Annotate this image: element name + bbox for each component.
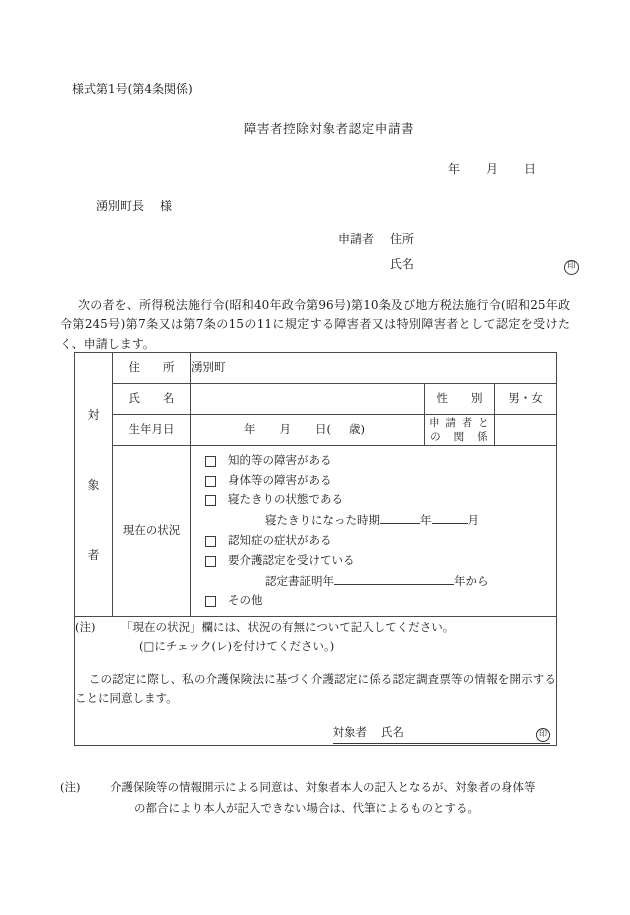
label-current-status: 現在の状況 xyxy=(113,446,191,617)
side-label-char-3: 者 xyxy=(87,547,100,562)
bedridden-year-blank[interactable] xyxy=(380,510,420,524)
birthdate-age-label: 歳) xyxy=(348,422,365,437)
status-item-care-certified[interactable] xyxy=(205,551,556,571)
status-item-dementia[interactable] xyxy=(205,531,556,551)
note-line-1 xyxy=(75,618,556,636)
bedridden-period-label: 寝たきりになった時期 xyxy=(265,513,380,528)
subject-information-table xyxy=(74,352,557,746)
form-number: 様式第1号(第4条関係) xyxy=(72,82,193,96)
value-name[interactable] xyxy=(191,384,425,415)
addressee-honorific: 様 xyxy=(160,199,173,213)
birthdate-month-label: 月 xyxy=(279,422,291,437)
note-text-1: 「現在の状況」欄には、状況の有無について記入してください。 xyxy=(121,620,455,635)
signature-row xyxy=(75,724,556,744)
intro-paragraph: 次の者を、所得税法施行令(昭和40年政令第96号)第10条及び地方税法施行令(昭和25年政令第245号)第7条又は第7条の15の11に規定する障害者又は特別障害者として認定を受けたく、申請します。 xyxy=(60,298,570,351)
side-label-subject xyxy=(75,353,113,617)
checkbox-icon[interactable] xyxy=(205,556,216,567)
date-month-label: 月 xyxy=(485,162,498,176)
label-name: 氏 名 xyxy=(113,384,191,415)
status-checkbox-list xyxy=(191,451,556,611)
footer-note-text-1: 介護保険等の情報開示による同意は、対象者本人の記入となるが、対象者の身体等 xyxy=(110,780,536,794)
note-marker: (注) xyxy=(75,620,96,635)
certification-suffix: 年から xyxy=(454,573,489,588)
checkbox-icon[interactable] xyxy=(205,456,216,467)
signature-line[interactable] xyxy=(333,724,551,744)
footer-note-text-2: の都合により本人が記入できない場合は、代筆によるものとする。 xyxy=(134,800,479,815)
signature-subject-label: 対象者 xyxy=(332,724,367,739)
value-current-status xyxy=(191,446,557,617)
certification-year-subline xyxy=(205,571,556,592)
value-birthdate[interactable] xyxy=(191,415,425,446)
applicant-block xyxy=(338,230,579,275)
seal-stamp-icon: 印 xyxy=(564,260,579,275)
status-item-label: 要介護認定を受けている xyxy=(228,552,355,567)
applicant-name-label: 氏名 xyxy=(390,257,415,271)
status-item-label: 認知症の症状がある xyxy=(228,533,332,547)
certification-label: 認定書証明年 xyxy=(265,573,334,588)
bedridden-year-unit: 年 xyxy=(420,513,432,528)
bedridden-month-blank[interactable] xyxy=(432,510,468,524)
note-text-2: (□にチェック(レ)を付けてください。) xyxy=(139,638,335,653)
value-relation[interactable] xyxy=(494,415,556,446)
status-item-label: 身体等の障害がある xyxy=(228,472,332,487)
status-item-label: 知的等の障害がある xyxy=(228,452,332,467)
label-relation xyxy=(424,415,494,446)
bedridden-period-subline xyxy=(205,510,556,531)
notes-cell xyxy=(75,617,557,746)
checkbox-icon[interactable] xyxy=(205,536,216,547)
checkbox-icon[interactable] xyxy=(205,476,216,487)
table-row-notes xyxy=(75,617,557,746)
checkbox-icon[interactable] xyxy=(205,495,216,506)
date-line xyxy=(448,160,536,178)
footer-note xyxy=(60,778,572,817)
value-address[interactable]: 湧別町 xyxy=(191,353,557,384)
checkbox-icon[interactable] xyxy=(205,596,216,607)
side-label-char-1: 対 xyxy=(87,407,100,422)
table-row-status xyxy=(75,446,557,617)
birthdate-year-label: 年 xyxy=(243,422,256,437)
applicant-heading: 申請者 xyxy=(338,232,375,246)
applicant-name-row xyxy=(338,255,579,275)
status-item-label: 寝たきりの状態である xyxy=(228,492,343,507)
side-label-char-2: 象 xyxy=(87,477,100,492)
status-item-label: その他 xyxy=(228,593,263,608)
footer-note-line-1 xyxy=(60,778,572,797)
status-item-other[interactable] xyxy=(205,591,556,611)
certification-year-blank[interactable] xyxy=(334,571,454,585)
date-day-label: 日 xyxy=(523,162,536,176)
bedridden-month-unit: 月 xyxy=(467,513,479,528)
status-item-physical[interactable] xyxy=(205,471,556,491)
consent-paragraph: この認定に際し、私の介護保険法に基づく介護認定に係る認定調査票等の情報を開示することに同意します。 xyxy=(75,672,556,705)
date-year-label: 年 xyxy=(447,162,460,176)
status-item-bedridden[interactable] xyxy=(205,490,556,510)
value-sex[interactable]: 男・女 xyxy=(494,384,556,415)
addressee xyxy=(96,197,172,215)
applicant-address-label: 住所 xyxy=(390,232,415,246)
status-item-intellectual[interactable] xyxy=(205,451,556,471)
table-row-name xyxy=(75,384,557,415)
footer-note-marker: (注) xyxy=(60,780,81,794)
seal-stamp-icon: 印 xyxy=(536,728,550,742)
table-row-birthdate xyxy=(75,415,557,446)
label-birthdate: 生年月日 xyxy=(113,415,191,446)
relation-label-line1: 申 請 者 と xyxy=(429,416,490,429)
label-address: 住 所 xyxy=(113,353,191,384)
page-title: 障害者控除対象者認定申請書 xyxy=(243,121,415,136)
relation-label-line2: の 関 係 xyxy=(430,431,489,443)
signature-name-label: 氏名 xyxy=(381,724,404,739)
addressee-name: 湧別町長 xyxy=(96,199,145,213)
table-row-address xyxy=(75,353,557,384)
applicant-address-row xyxy=(338,230,579,248)
label-sex: 性 別 xyxy=(424,384,494,415)
birthdate-day-label: 日( xyxy=(314,422,331,437)
